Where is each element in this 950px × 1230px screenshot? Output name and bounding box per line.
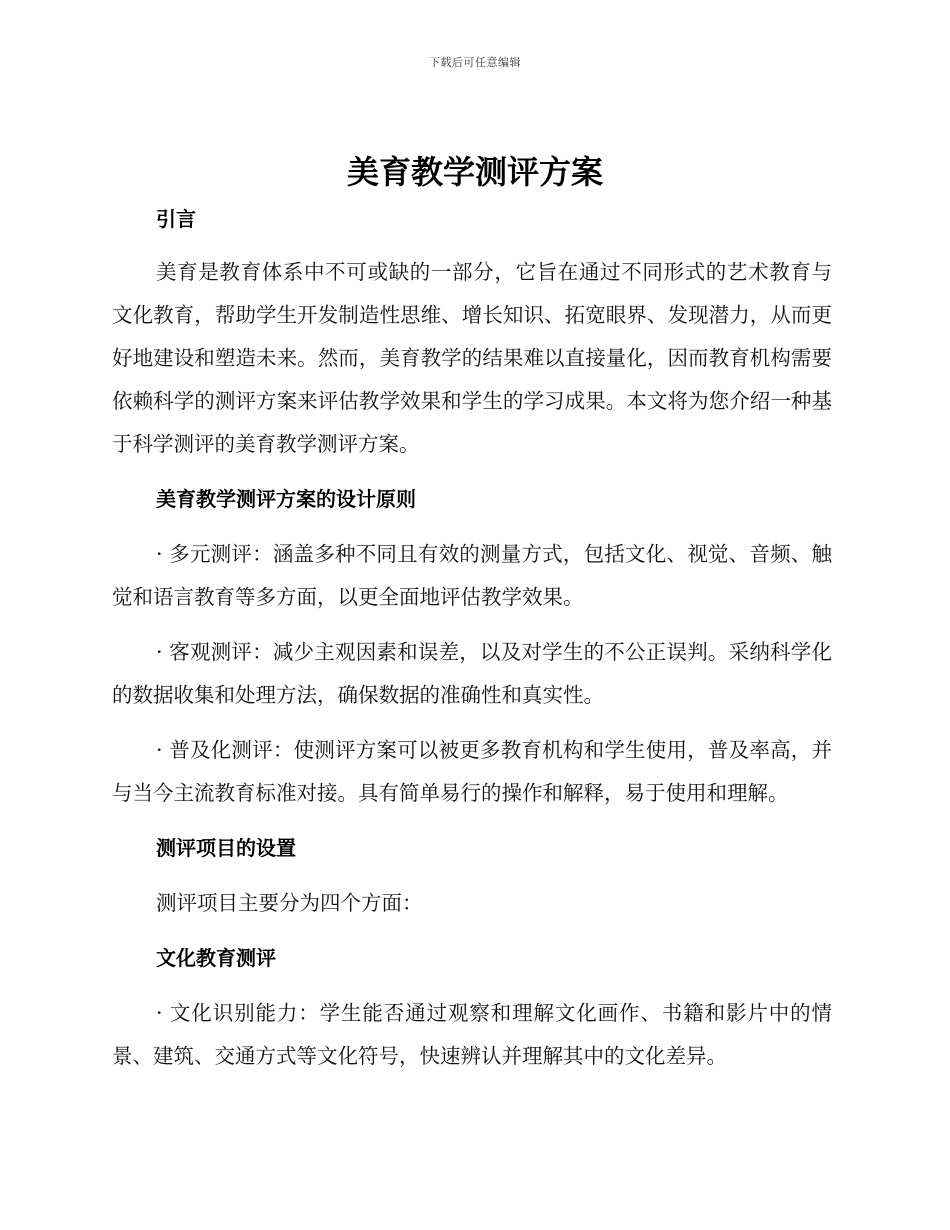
- items-heading: 测评项目的设置: [156, 836, 296, 860]
- items-intro: 测评项目主要分为四个方面：: [156, 891, 423, 915]
- principle-item-1: · 多元测评：涵盖多种不同且有效的测量方式，包括文化、视觉、音频、触觉和语言教育等多方面，以更全面地评估教学效果。: [112, 542, 832, 609]
- principle-item-3: · 普及化测评：使测评方案可以被更多教育机构和学生使用，普及率高，并与当今主流教育标准对接。具有简单易行的操作和解释，易于使用和理解。: [112, 738, 832, 805]
- intro-paragraph: 美育是教育体系中不可或缺的一部分，它旨在通过不同形式的艺术教育与文化教育，帮助学生开发制造性思维、增长知识、拓宽眼界、发现潜力，从而更好地建设和塑造未来。然而，美育教学的结果难以直接量化，因而教育机构需要依赖科学的测评方案来评估教学效果和学生的学习成果。本文将为您介绍一种基于科学测评的美育教学测评方案。: [112, 260, 832, 456]
- intro-heading: 引言: [156, 207, 196, 231]
- culture-item-1: · 文化识别能力：学生能否通过观察和理解文化画作、书籍和影片中的情景、建筑、交通方式等文化符号，快速辨认并理解其中的文化差异。: [112, 1001, 832, 1068]
- document-body: [112, 198, 832, 1078]
- culture-heading: 文化教育测评: [156, 946, 276, 970]
- document-title: 美育教学测评方案: [346, 153, 603, 191]
- header-note: 下载后可任意编辑: [429, 56, 521, 69]
- principles-heading: 美育教学测评方案的设计原则: [156, 487, 416, 511]
- principle-item-2: · 客观测评：减少主观因素和误差，以及对学生的不公正误判。采纳科学化的数据收集和处理方法，确保数据的准确性和真实性。: [112, 640, 832, 707]
